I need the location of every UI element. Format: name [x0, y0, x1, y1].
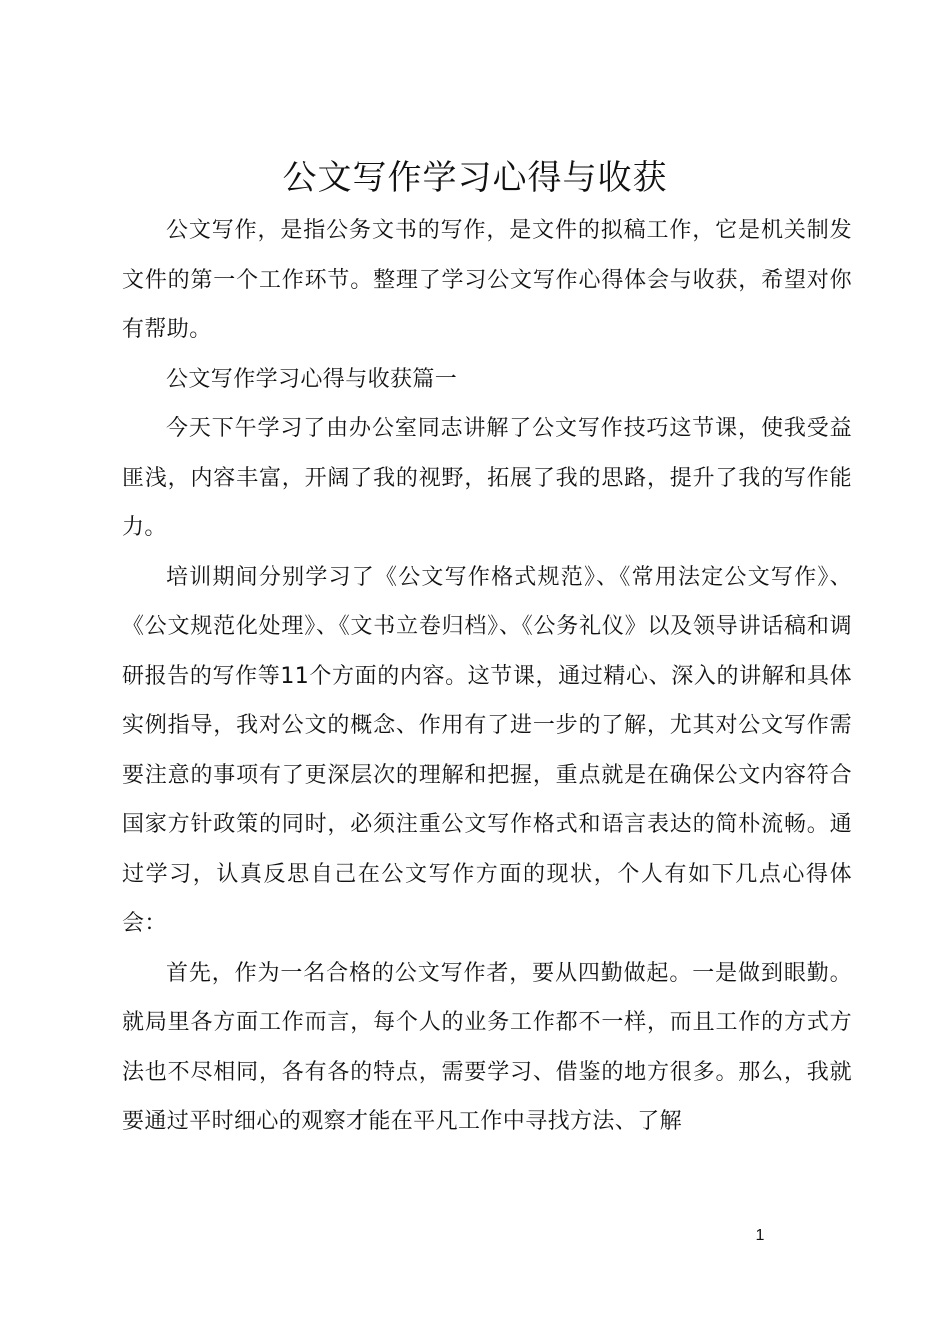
document-body — [122, 206, 852, 1147]
body-paragraph: 首先，作为一名合格的公文写作者，要从四勤做起。一是做到眼勤。就局里各方面工作而言，每个人的业务工作都不一样，而且工作的方式方法也不尽相同，各有各的特点，需要学习、借鉴的地方很多。那么，我就要通过平时细心的观察才能在平凡工作中寻找方法、了解 — [122, 960, 852, 1134]
body-paragraph: 培训期间分别学习了《公文写作格式规范》、《常用法定公文写作》、《公文规范化处理》、《文书立卷归档》、《公务礼仪》以及领导讲话稿和调研报告的写作等11个方面的内容。这节课，通过精心、深入的讲解和具体实例指导，我对公文的概念、作用有了进一步的了解，尤其对公文写作需要注意的事项有了更深层次的理解和把握，重点就是在确保公文内容符合国家方针政策的同时，必须注重公文写作格式和语言表达的简朴流畅。通过学习，认真反思自己在公文写作方面的现状，个人有如下几点心得体会： — [122, 564, 852, 936]
page-number: 1 — [755, 1227, 765, 1244]
section-heading: 公文写作学习心得与收获篇一 — [166, 366, 458, 392]
intro-paragraph: 公文写作，是指公务文书的写作，是文件的拟稿工作，它是机关制发文件的第一个工作环节。整理了学习公文写作心得体会与收获，希望对你有帮助。 — [122, 218, 852, 342]
document-title: 公文写作学习心得与收获 — [282, 158, 668, 198]
body-paragraph: 今天下午学习了由办公室同志讲解了公文写作技巧这节课，使我受益匪浅，内容丰富，开阔了我的视野，拓展了我的思路，提升了我的写作能力。 — [122, 416, 852, 540]
